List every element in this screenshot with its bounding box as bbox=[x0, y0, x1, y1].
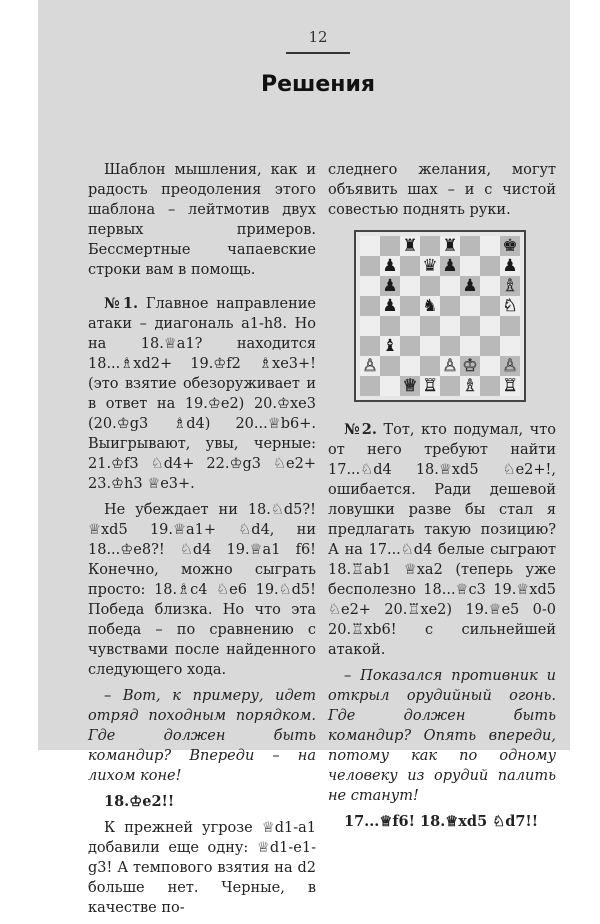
solution-2-text: Тот, кто подумал, что от него требуют найти 17...♘d4 18.♕xd5 ♘e2+!, ошибается. Ради дешевой ловушки разве бы стал я предлагать такую позицию? А на 17...♘d4 белые сыграют 18.♖ab1 ♕xa2 (теперь уже бесполезно 18...♕c3 19.♕xd5 ♘e2+ 20.♖xe2) 19.♕e5 0-0 20.♖xb6! с сильнейшей атакой. bbox=[328, 422, 557, 658]
white-bishop-icon: ♗ bbox=[462, 375, 478, 396]
black-pawn-icon: ♟ bbox=[442, 255, 458, 276]
board-square bbox=[400, 256, 420, 276]
board-square bbox=[500, 336, 520, 356]
continuation-paragraph: следнего желания, могут объявить шах – и с чистой совестью поднять руки. bbox=[328, 162, 556, 218]
right-column bbox=[328, 160, 556, 838]
board-square bbox=[380, 376, 400, 396]
board-square bbox=[480, 376, 500, 396]
board-square bbox=[440, 296, 460, 316]
solution-1-text: Главное направление атаки – диагональ a1-h8. Но на 18.♕a1? находится 18...♗xd2+ 19.♔f2 ♗xe3+! (это взятие обезоруживает и в ответ на 19.♔e2) 20.♔xe3 (20.♔g3 ♗d4) 20...♕b6+. Выигрывают, увы, черные: 21.♔f3 ♘d4+ 22.♔g3 ♘e2+ 23.♔h3 ♕e3+. bbox=[88, 296, 316, 492]
black-pawn-icon: ♟ bbox=[382, 255, 398, 276]
board-square bbox=[420, 236, 440, 256]
board-square bbox=[380, 336, 400, 356]
board-square bbox=[460, 276, 480, 296]
black-rook-icon: ♜ bbox=[442, 235, 458, 256]
black-rook-icon: ♜ bbox=[402, 235, 418, 256]
board-square bbox=[500, 356, 520, 376]
board-square bbox=[420, 296, 440, 316]
white-pawn-icon: ♙ bbox=[442, 355, 458, 376]
board-square bbox=[380, 256, 400, 276]
board-square bbox=[360, 316, 380, 336]
board-square bbox=[440, 336, 460, 356]
board-square bbox=[420, 276, 440, 296]
board-square bbox=[360, 256, 380, 276]
board-square bbox=[460, 376, 480, 396]
threat-paragraph: К прежней угрозе ♕d1-a1 добавили еще одну: ♕d1-e1-g3! А темпового взятия на d2 больше нет. Черные, в качестве по- bbox=[88, 820, 316, 916]
board-square bbox=[360, 356, 380, 376]
white-knight-icon: ♘ bbox=[502, 295, 518, 316]
board-square bbox=[400, 236, 420, 256]
board-square bbox=[360, 236, 380, 256]
board-square bbox=[420, 256, 440, 276]
board-square bbox=[500, 296, 520, 316]
black-pawn-icon: ♟ bbox=[462, 275, 478, 296]
board-square bbox=[460, 356, 480, 376]
quote-paragraph-1: – Вот, к примеру, идет отряд походным порядком. Где должен быть командир? Впереди – на лихом коне! bbox=[88, 688, 316, 784]
board-square bbox=[360, 276, 380, 296]
board-square bbox=[360, 376, 380, 396]
black-knight-icon: ♞ bbox=[422, 295, 438, 316]
board-square bbox=[400, 296, 420, 316]
board-square bbox=[380, 276, 400, 296]
white-rook-icon: ♖ bbox=[422, 375, 438, 396]
white-queen-icon: ♕ bbox=[402, 375, 418, 396]
header-rule bbox=[286, 52, 350, 54]
page-number: 12 bbox=[308, 28, 328, 46]
board-square bbox=[460, 316, 480, 336]
board-square bbox=[420, 356, 440, 376]
black-pawn-icon: ♟ bbox=[382, 295, 398, 316]
white-pawn-icon: ♙ bbox=[502, 355, 518, 376]
board-square bbox=[380, 316, 400, 336]
board-square bbox=[440, 276, 460, 296]
white-king-icon: ♔ bbox=[462, 355, 478, 376]
board-square bbox=[440, 376, 460, 396]
board-square bbox=[480, 356, 500, 376]
board-square bbox=[480, 256, 500, 276]
board-square bbox=[500, 316, 520, 336]
board-square bbox=[440, 316, 460, 336]
board-square bbox=[420, 316, 440, 336]
board-square bbox=[460, 336, 480, 356]
board-square bbox=[400, 276, 420, 296]
board-square bbox=[380, 296, 400, 316]
board-square bbox=[460, 236, 480, 256]
solution-1-paragraph bbox=[88, 294, 316, 494]
book-page bbox=[38, 0, 570, 916]
chess-diagram bbox=[354, 230, 530, 406]
solution-1-label: №1. bbox=[104, 295, 139, 312]
board-square bbox=[440, 236, 460, 256]
board-square bbox=[420, 376, 440, 396]
white-pawn-icon: ♙ bbox=[362, 355, 378, 376]
board-square bbox=[400, 376, 420, 396]
key-move-2: 17...♕f6! 18.♕xd5 ♘d7!! bbox=[344, 813, 539, 830]
key-move-1: 18.♔e2!! bbox=[104, 793, 175, 810]
board-square bbox=[400, 336, 420, 356]
intro-paragraph: Шаблон мышления, как и радость преодоления этого шаблона – лейтмотив двух первых примеров. Бессмертные чапаевские строки вам в помощь. bbox=[88, 162, 316, 278]
board-square bbox=[480, 316, 500, 336]
board-square bbox=[460, 296, 480, 316]
board-square bbox=[420, 336, 440, 356]
solution-2-label: №2. bbox=[344, 421, 377, 438]
black-king-icon: ♚ bbox=[502, 235, 518, 256]
quote-paragraph-2: – Показался противник и открыл орудийный огонь. Где должен быть командир? Опять впереди, потому как по одному человеку из орудий палить не станут! bbox=[328, 668, 556, 804]
black-pawn-icon: ♟ bbox=[502, 255, 518, 276]
board-square bbox=[480, 296, 500, 316]
chess-board bbox=[354, 230, 526, 402]
board-square bbox=[480, 236, 500, 256]
section-title: Решения bbox=[260, 72, 376, 97]
board-square bbox=[500, 276, 520, 296]
white-rook-icon: ♖ bbox=[502, 375, 518, 396]
board-square bbox=[500, 376, 520, 396]
board-square bbox=[360, 336, 380, 356]
board-square bbox=[500, 256, 520, 276]
board-square bbox=[380, 236, 400, 256]
left-column bbox=[88, 160, 316, 924]
black-bishop-icon: ♝ bbox=[382, 335, 398, 356]
board-square bbox=[480, 276, 500, 296]
black-pawn-icon: ♟ bbox=[382, 275, 398, 296]
board-square bbox=[460, 256, 480, 276]
board-square bbox=[480, 336, 500, 356]
board-square bbox=[400, 316, 420, 336]
board-square bbox=[400, 356, 420, 376]
board-square bbox=[500, 236, 520, 256]
white-bishop-icon: ♗ bbox=[502, 275, 518, 296]
black-queen-icon: ♛ bbox=[422, 255, 438, 276]
board-square bbox=[380, 356, 400, 376]
board-square bbox=[440, 356, 460, 376]
board-square bbox=[360, 296, 380, 316]
board-square bbox=[440, 256, 460, 276]
solution-2-paragraph bbox=[328, 420, 556, 660]
variation-paragraph: Не убеждает ни 18.♘d5?! ♕xd5 19.♕a1+ ♘d4, ни 18...♔e8?! ♘d4 19.♕a1 f6! Конечно, можно сыграть просто: 18.♗c4 ♘e6 19.♘d5! Победа близка. Но что эта победа – по сравнению с чувствами после найденного следующего хода. bbox=[88, 502, 316, 678]
